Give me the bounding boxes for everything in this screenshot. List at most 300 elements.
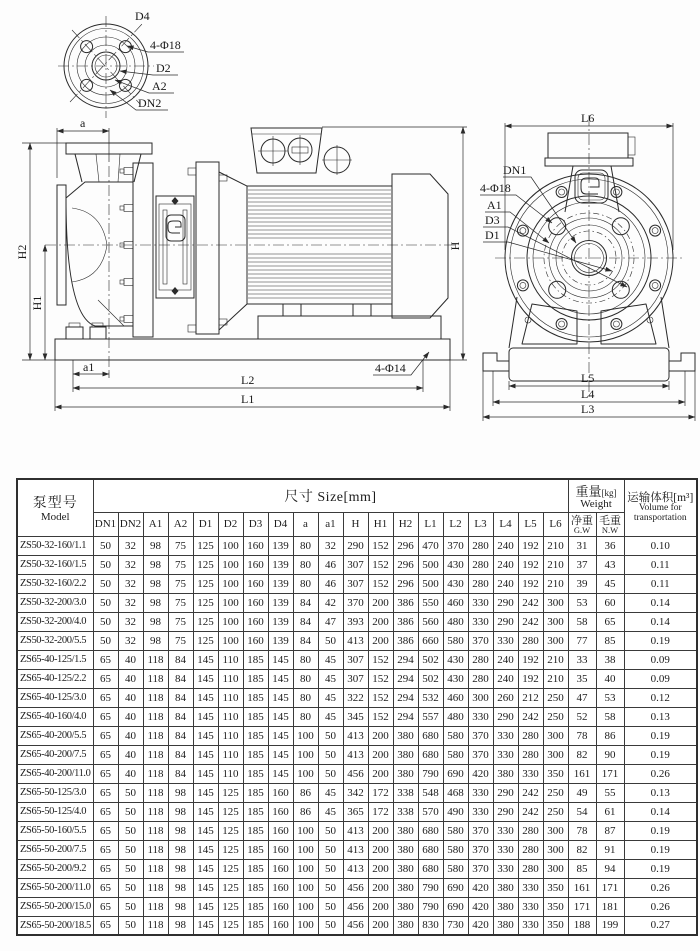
model-cell: ZS65-50-125/3.0 <box>17 783 93 802</box>
value-cell: 65 <box>93 688 118 707</box>
value-cell: 172 <box>368 783 393 802</box>
value-cell: 50 <box>318 821 343 840</box>
value-cell: 413 <box>343 631 368 650</box>
value-cell: 161 <box>568 878 596 897</box>
value-cell: 32 <box>118 593 143 612</box>
table-row <box>17 916 697 935</box>
value-cell: 296 <box>393 574 418 593</box>
value-cell: 110 <box>218 669 243 688</box>
flange-label-d4: D4 <box>135 9 150 23</box>
value-cell: 125 <box>193 593 218 612</box>
value-cell: 200 <box>368 631 393 650</box>
value-cell: 370 <box>468 631 493 650</box>
volume-header-en1: Volume for <box>638 502 682 513</box>
size-col-header: A2 <box>168 512 193 536</box>
value-cell: 290 <box>493 707 518 726</box>
value-cell: 58 <box>596 707 624 726</box>
value-cell: 85 <box>568 859 596 878</box>
value-cell: 118 <box>143 859 168 878</box>
size-col-header: L2 <box>443 512 468 536</box>
value-cell: 420 <box>468 764 493 783</box>
size-col-header: L3 <box>468 512 493 536</box>
value-cell: 50 <box>118 783 143 802</box>
value-cell: 85 <box>596 631 624 650</box>
value-cell: 280 <box>468 536 493 555</box>
value-cell: 490 <box>443 802 468 821</box>
value-cell: 125 <box>193 574 218 593</box>
value-cell: 77 <box>568 631 596 650</box>
value-cell: 185 <box>243 897 268 916</box>
value-cell: 0.14 <box>624 802 697 821</box>
dim-label-l6: L6 <box>581 111 595 125</box>
value-cell: 145 <box>193 783 218 802</box>
value-cell: 32 <box>118 555 143 574</box>
value-cell: 160 <box>268 878 293 897</box>
value-cell: 65 <box>93 802 118 821</box>
side-view <box>15 116 467 411</box>
value-cell: 200 <box>368 593 393 612</box>
value-cell: 0.13 <box>624 707 697 726</box>
value-cell: 118 <box>143 726 168 745</box>
value-cell: 65 <box>93 726 118 745</box>
value-cell: 139 <box>268 555 293 574</box>
value-cell: 290 <box>493 593 518 612</box>
value-cell: 280 <box>518 745 543 764</box>
value-cell: 45 <box>318 707 343 726</box>
value-cell: 370 <box>468 726 493 745</box>
value-cell: 330 <box>493 745 518 764</box>
value-cell: 185 <box>243 859 268 878</box>
value-cell: 380 <box>393 745 418 764</box>
size-section-header: 尺寸 Size[mm] <box>93 479 568 512</box>
value-cell: 118 <box>143 840 168 859</box>
value-cell: 185 <box>243 650 268 669</box>
flange-detail-view <box>58 9 184 118</box>
value-cell: 0.13 <box>624 783 697 802</box>
value-cell: 139 <box>268 612 293 631</box>
value-cell: 365 <box>343 802 368 821</box>
value-cell: 480 <box>443 612 468 631</box>
value-cell: 307 <box>343 669 368 688</box>
value-cell: 0.09 <box>624 650 697 669</box>
value-cell: 32 <box>118 631 143 650</box>
value-cell: 350 <box>543 897 568 916</box>
value-cell: 84 <box>293 593 318 612</box>
value-cell: 192 <box>518 650 543 669</box>
value-cell: 690 <box>443 764 468 783</box>
value-cell: 330 <box>493 821 518 840</box>
value-cell: 110 <box>218 745 243 764</box>
end-view <box>480 111 695 421</box>
size-col-header: L5 <box>518 512 543 536</box>
value-cell: 160 <box>268 916 293 935</box>
value-cell: 152 <box>368 555 393 574</box>
model-cell: ZS65-50-200/9.2 <box>17 859 93 878</box>
value-cell: 98 <box>168 802 193 821</box>
value-cell: 31 <box>568 536 596 555</box>
value-cell: 125 <box>218 783 243 802</box>
value-cell: 58 <box>568 612 596 631</box>
value-cell: 98 <box>143 631 168 650</box>
value-cell: 790 <box>418 897 443 916</box>
value-cell: 43 <box>596 555 624 574</box>
value-cell: 580 <box>443 840 468 859</box>
value-cell: 380 <box>393 726 418 745</box>
value-cell: 380 <box>393 821 418 840</box>
flange-label-dn2: DN2 <box>138 96 162 110</box>
value-cell: 370 <box>468 840 493 859</box>
value-cell: 84 <box>293 631 318 650</box>
value-cell: 330 <box>518 878 543 897</box>
value-cell: 160 <box>243 555 268 574</box>
table-row <box>17 669 697 688</box>
value-cell: 502 <box>418 669 443 688</box>
value-cell: 118 <box>143 764 168 783</box>
model-cell: ZS65-50-200/15.0 <box>17 897 93 916</box>
value-cell: 86 <box>293 802 318 821</box>
table-row <box>17 745 697 764</box>
value-cell: 330 <box>493 631 518 650</box>
size-col-header: D2 <box>218 512 243 536</box>
size-col-header: D1 <box>193 512 218 536</box>
table-row <box>17 783 697 802</box>
value-cell: 420 <box>468 897 493 916</box>
value-cell: 60 <box>596 593 624 612</box>
value-cell: 50 <box>318 745 343 764</box>
value-cell: 45 <box>318 669 343 688</box>
value-cell: 790 <box>418 764 443 783</box>
value-cell: 46 <box>318 555 343 574</box>
base-holes-label: 4-Φ14 <box>375 361 406 375</box>
size-col-header: L1 <box>418 512 443 536</box>
value-cell: 0.14 <box>624 593 697 612</box>
value-cell: 40 <box>596 669 624 688</box>
dim-label-h1: H1 <box>30 295 44 311</box>
value-cell: 690 <box>443 897 468 916</box>
value-cell: 160 <box>268 802 293 821</box>
value-cell: 98 <box>168 783 193 802</box>
value-cell: 84 <box>168 726 193 745</box>
dim-label-h2: H2 <box>15 244 29 260</box>
value-cell: 380 <box>393 764 418 783</box>
value-cell: 145 <box>268 650 293 669</box>
value-cell: 260 <box>493 688 518 707</box>
value-cell: 380 <box>393 916 418 935</box>
value-cell: 118 <box>143 745 168 764</box>
value-cell: 185 <box>243 878 268 897</box>
value-cell: 80 <box>293 688 318 707</box>
value-cell: 680 <box>418 726 443 745</box>
value-cell: 145 <box>193 859 218 878</box>
value-cell: 0.26 <box>624 764 697 783</box>
table-row <box>17 631 697 650</box>
header-row-2 <box>17 512 697 536</box>
value-cell: 100 <box>218 574 243 593</box>
dim-label-l4: L4 <box>581 387 595 401</box>
value-cell: 98 <box>143 555 168 574</box>
size-col-header: L4 <box>493 512 518 536</box>
value-cell: 413 <box>343 726 368 745</box>
value-cell: 61 <box>596 802 624 821</box>
value-cell: 110 <box>218 707 243 726</box>
value-cell: 50 <box>118 878 143 897</box>
value-cell: 40 <box>118 764 143 783</box>
value-cell: 413 <box>343 745 368 764</box>
value-cell: 185 <box>243 821 268 840</box>
volume-column-header <box>624 479 697 536</box>
value-cell: 242 <box>518 783 543 802</box>
value-cell: 370 <box>443 536 468 555</box>
value-cell: 45 <box>318 688 343 707</box>
value-cell: 100 <box>293 726 318 745</box>
value-cell: 210 <box>543 574 568 593</box>
value-cell: 160 <box>268 897 293 916</box>
model-cell: ZS65-50-200/18.5 <box>17 916 93 935</box>
value-cell: 75 <box>168 612 193 631</box>
model-cell: ZS65-40-200/11.0 <box>17 764 93 783</box>
value-cell: 118 <box>143 897 168 916</box>
value-cell: 370 <box>343 593 368 612</box>
value-cell: 84 <box>168 688 193 707</box>
value-cell: 118 <box>143 802 168 821</box>
model-cell: ZS65-40-200/5.5 <box>17 726 93 745</box>
value-cell: 84 <box>168 650 193 669</box>
value-cell: 330 <box>493 840 518 859</box>
value-cell: 210 <box>543 650 568 669</box>
value-cell: 240 <box>493 555 518 574</box>
value-cell: 145 <box>268 764 293 783</box>
size-col-header: a1 <box>318 512 343 536</box>
value-cell: 82 <box>568 840 596 859</box>
table-row <box>17 688 697 707</box>
value-cell: 145 <box>193 650 218 669</box>
dim-label-l2: L2 <box>241 373 255 387</box>
value-cell: 330 <box>493 726 518 745</box>
value-cell: 118 <box>143 669 168 688</box>
value-cell: 300 <box>543 859 568 878</box>
value-cell: 280 <box>518 859 543 878</box>
value-cell: 185 <box>243 688 268 707</box>
value-cell: 330 <box>518 764 543 783</box>
value-cell: 192 <box>518 555 543 574</box>
value-cell: 0.11 <box>624 555 697 574</box>
value-cell: 580 <box>443 745 468 764</box>
value-cell: 294 <box>393 688 418 707</box>
model-cell: ZS65-50-200/11.0 <box>17 878 93 897</box>
model-cell: ZS50-32-160/1.1 <box>17 536 93 555</box>
value-cell: 53 <box>596 688 624 707</box>
value-cell: 50 <box>318 916 343 935</box>
value-cell: 0.11 <box>624 574 697 593</box>
weight-header-unit: [kg] <box>601 488 617 499</box>
value-cell: 100 <box>293 821 318 840</box>
value-cell: 100 <box>293 878 318 897</box>
value-cell: 125 <box>218 840 243 859</box>
value-cell: 242 <box>518 707 543 726</box>
value-cell: 49 <box>568 783 596 802</box>
value-cell: 338 <box>393 802 418 821</box>
value-cell: 125 <box>218 878 243 897</box>
value-cell: 145 <box>193 897 218 916</box>
value-cell: 160 <box>268 821 293 840</box>
value-cell: 145 <box>193 726 218 745</box>
value-cell: 307 <box>343 574 368 593</box>
value-cell: 307 <box>343 555 368 574</box>
value-cell: 413 <box>343 840 368 859</box>
value-cell: 300 <box>543 840 568 859</box>
table-row <box>17 897 697 916</box>
value-cell: 500 <box>418 574 443 593</box>
value-cell: 84 <box>168 669 193 688</box>
value-cell: 0.14 <box>624 612 697 631</box>
value-cell: 380 <box>493 878 518 897</box>
value-cell: 84 <box>168 745 193 764</box>
value-cell: 65 <box>93 840 118 859</box>
value-cell: 192 <box>518 669 543 688</box>
table-row <box>17 764 697 783</box>
value-cell: 345 <box>343 707 368 726</box>
value-cell: 242 <box>518 612 543 631</box>
value-cell: 139 <box>268 574 293 593</box>
value-cell: 210 <box>543 555 568 574</box>
value-cell: 84 <box>168 764 193 783</box>
value-cell: 38 <box>596 650 624 669</box>
value-cell: 460 <box>443 593 468 612</box>
model-cell: ZS50-32-200/3.0 <box>17 593 93 612</box>
value-cell: 75 <box>168 574 193 593</box>
value-cell: 0.09 <box>624 669 697 688</box>
value-cell: 181 <box>596 897 624 916</box>
value-cell: 50 <box>118 859 143 878</box>
value-cell: 145 <box>268 688 293 707</box>
model-cell: ZS50-32-200/4.0 <box>17 612 93 631</box>
value-cell: 80 <box>293 574 318 593</box>
value-cell: 294 <box>393 707 418 726</box>
value-cell: 280 <box>518 631 543 650</box>
weight-header-en: Weight <box>580 498 612 511</box>
value-cell: 290 <box>493 783 518 802</box>
value-cell: 52 <box>568 707 596 726</box>
value-cell: 294 <box>393 650 418 669</box>
value-cell: 98 <box>168 916 193 935</box>
motor-ribs <box>248 190 391 298</box>
value-cell: 200 <box>368 726 393 745</box>
value-cell: 330 <box>468 612 493 631</box>
value-cell: 45 <box>318 650 343 669</box>
value-cell: 145 <box>193 669 218 688</box>
value-cell: 65 <box>93 707 118 726</box>
value-cell: 0.19 <box>624 840 697 859</box>
value-cell: 39 <box>568 574 596 593</box>
value-cell: 50 <box>93 574 118 593</box>
value-cell: 125 <box>218 821 243 840</box>
value-cell: 40 <box>118 745 143 764</box>
model-header-zh: 泵型号 <box>32 496 78 512</box>
value-cell: 185 <box>243 783 268 802</box>
value-cell: 456 <box>343 916 368 935</box>
value-cell: 300 <box>543 631 568 650</box>
table-row <box>17 821 697 840</box>
value-cell: 50 <box>118 840 143 859</box>
value-cell: 300 <box>543 745 568 764</box>
value-cell: 0.26 <box>624 878 697 897</box>
value-cell: 430 <box>443 669 468 688</box>
value-cell: 32 <box>318 536 343 555</box>
value-cell: 200 <box>368 859 393 878</box>
spec-table-container <box>16 478 698 936</box>
model-cell: ZS65-50-125/4.0 <box>17 802 93 821</box>
value-cell: 790 <box>418 878 443 897</box>
value-cell: 730 <box>443 916 468 935</box>
dim-label-holes18: 4-Φ18 <box>480 181 511 195</box>
value-cell: 161 <box>568 764 596 783</box>
value-cell: 330 <box>468 802 493 821</box>
table-row <box>17 802 697 821</box>
value-cell: 242 <box>518 593 543 612</box>
value-cell: 380 <box>393 859 418 878</box>
value-cell: 500 <box>418 555 443 574</box>
value-cell: 50 <box>318 764 343 783</box>
model-cell: ZS65-40-125/3.0 <box>17 688 93 707</box>
size-col-header: D4 <box>268 512 293 536</box>
value-cell: 50 <box>93 555 118 574</box>
value-cell: 548 <box>418 783 443 802</box>
value-cell: 145 <box>193 688 218 707</box>
value-cell: 125 <box>218 897 243 916</box>
value-cell: 145 <box>193 916 218 935</box>
volume-header-en2: transportation <box>633 512 687 523</box>
value-cell: 100 <box>218 593 243 612</box>
value-cell: 94 <box>596 859 624 878</box>
value-cell: 280 <box>468 669 493 688</box>
value-cell: 145 <box>193 840 218 859</box>
model-header-en: Model <box>40 511 70 524</box>
value-cell: 160 <box>243 631 268 650</box>
value-cell: 100 <box>218 612 243 631</box>
value-cell: 40 <box>118 688 143 707</box>
dim-label-l3: L3 <box>581 402 595 416</box>
value-cell: 185 <box>243 707 268 726</box>
value-cell: 125 <box>193 612 218 631</box>
value-cell: 280 <box>468 574 493 593</box>
value-cell: 145 <box>193 707 218 726</box>
value-cell: 296 <box>393 555 418 574</box>
value-cell: 413 <box>343 821 368 840</box>
size-col-header: L6 <box>543 512 568 536</box>
value-cell: 199 <box>596 916 624 935</box>
value-cell: 80 <box>293 669 318 688</box>
value-cell: 145 <box>268 669 293 688</box>
value-cell: 185 <box>243 916 268 935</box>
value-cell: 160 <box>268 783 293 802</box>
value-cell: 350 <box>543 916 568 935</box>
value-cell: 110 <box>218 650 243 669</box>
value-cell: 210 <box>543 669 568 688</box>
value-cell: 50 <box>318 631 343 650</box>
value-cell: 240 <box>493 650 518 669</box>
value-cell: 470 <box>418 536 443 555</box>
value-cell: 40 <box>118 726 143 745</box>
value-cell: 680 <box>418 745 443 764</box>
model-cell: ZS50-32-200/5.5 <box>17 631 93 650</box>
weight-section-header <box>568 479 624 512</box>
value-cell: 65 <box>93 859 118 878</box>
value-cell: 98 <box>143 593 168 612</box>
value-cell: 290 <box>493 802 518 821</box>
value-cell: 0.19 <box>624 745 697 764</box>
value-cell: 580 <box>443 859 468 878</box>
flange-label-a2: A2 <box>152 79 167 93</box>
